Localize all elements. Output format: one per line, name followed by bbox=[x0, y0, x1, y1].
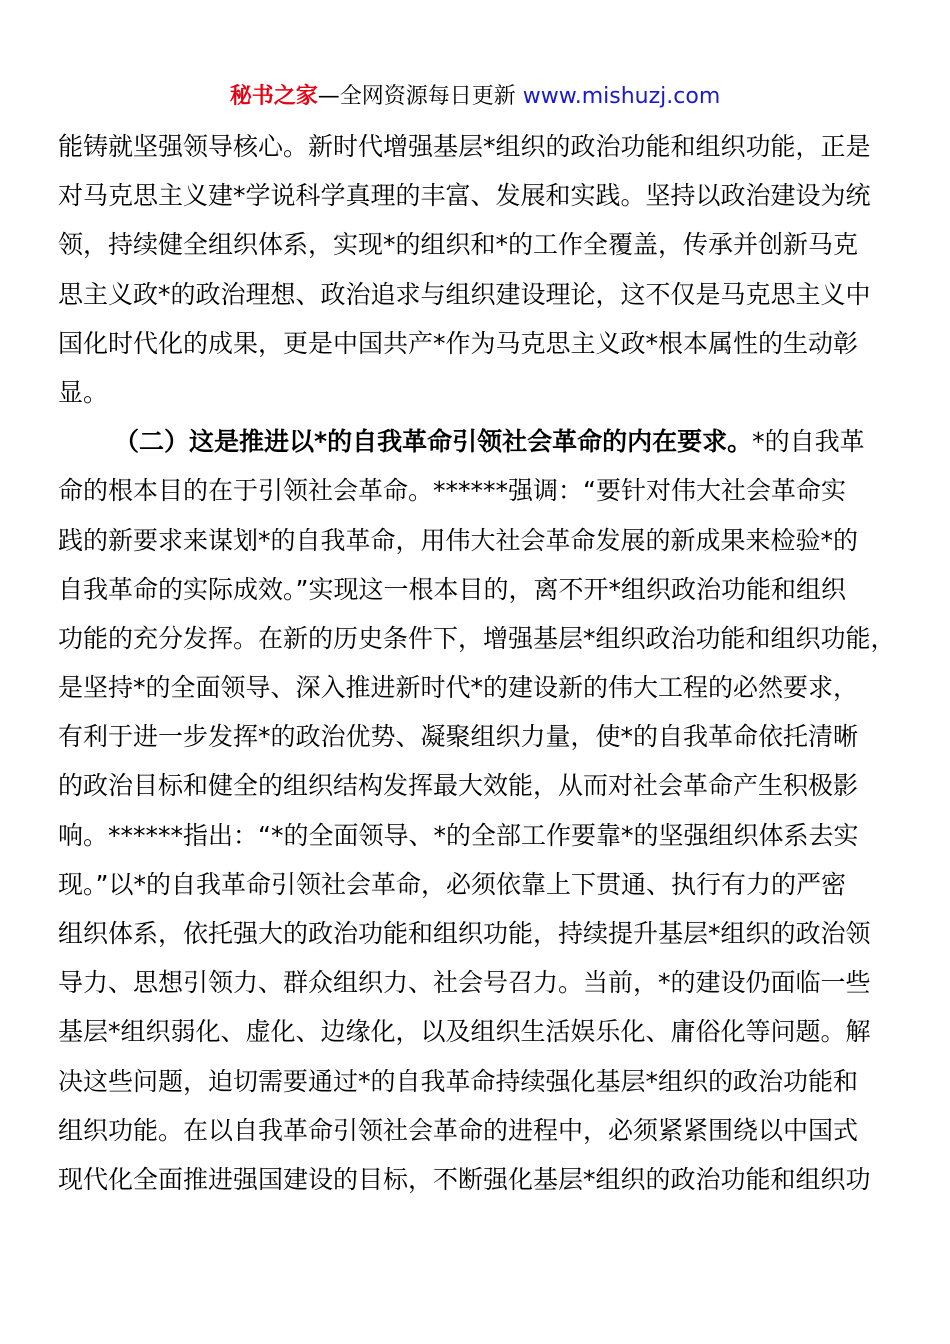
body-line: 现。”以*的自我革命引领社会革命，必须依靠上下贯通、执行有力的严密 bbox=[58, 869, 846, 899]
body-line: 领，持续健全组织体系，实现*的组织和*的工作全覆盖，传承并创新马克 bbox=[58, 230, 859, 260]
body-line: 命的根本目的在于引领社会革命。******强调：“要针对伟大社会革命实 bbox=[58, 476, 846, 506]
section-heading: （二）这是推进以*的自我革命引领社会革命的内在要求。 bbox=[114, 427, 753, 457]
body-line: 决这些问题，迫切需要通过*的自我革命持续强化基层*组织的政治功能和 bbox=[58, 1066, 859, 1096]
body-line: 功能的充分发挥。在新的历史条件下，增强基层*组织政治功能和组织功能， bbox=[58, 623, 896, 653]
document-body bbox=[58, 122, 898, 1204]
body-line: 自我革命的实际成效。”实现这一根本目的，离不开*组织政治功能和组织 bbox=[58, 574, 846, 604]
body-line: 现代化全面推进强国建设的目标，不断强化基层*组织的政治功能和组织功 bbox=[58, 1164, 871, 1194]
header-tagline: —全网资源每日更新 bbox=[317, 84, 523, 109]
body-line: 组织功能。在以自我革命引领社会革命的进程中，必须紧紧围绕以中国式 bbox=[58, 1115, 859, 1145]
body-line: 对马克思主义建*学说科学真理的丰富、发展和实践。坚持以政治建设为统 bbox=[58, 181, 871, 211]
brand-name: 秘书之家 bbox=[229, 84, 318, 109]
body-line: 的政治目标和健全的组织结构发挥最大效能，从而对社会革命产生积极影 bbox=[58, 771, 859, 801]
body-line: 有利于进一步发挥*的政治优势、凝聚组织力量，使*的自我革命依托清晰 bbox=[58, 722, 859, 752]
body-line: 践的新要求来谋划*的自我革命，用伟大社会革命发展的新成果来检验*的 bbox=[58, 525, 859, 555]
section-first-line-text: *的自我革 bbox=[752, 427, 865, 457]
body-line: 能铸就坚强领导核心。新时代增强基层*组织的政治功能和组织功能，正是 bbox=[58, 132, 871, 161]
body-line: 导力、思想引领力、群众组织力、社会号召力。当前，*的建设仍面临一些 bbox=[58, 968, 871, 998]
section-first-line bbox=[58, 417, 898, 466]
body-line: 组织体系，依托强大的政治功能和组织功能，持续提升基层*组织的政治领 bbox=[58, 919, 871, 948]
body-line: 响。******指出：“*的全面领导、*的全部工作要靠*的坚强组织体系去实 bbox=[58, 820, 859, 850]
body-line: 是坚持*的全面领导、深入推进新时代*的建设新的伟大工程的必然要求， bbox=[58, 673, 859, 703]
page-header bbox=[0, 82, 950, 112]
body-line: 显。 bbox=[58, 377, 109, 407]
website-link[interactable]: www.mishuzj.com bbox=[522, 84, 721, 109]
body-line: 基层*组织弱化、虚化、边缘化，以及组织生活娱乐化、庸俗化等问题。解 bbox=[58, 1017, 871, 1047]
body-line: 思主义政*的政治理想、政治追求与组织建设理论，这不仅是马克思主义中 bbox=[58, 279, 871, 309]
body-line: 国化时代化的成果，更是中国共产*作为马克思主义政*根本属性的生动彰 bbox=[58, 328, 859, 358]
